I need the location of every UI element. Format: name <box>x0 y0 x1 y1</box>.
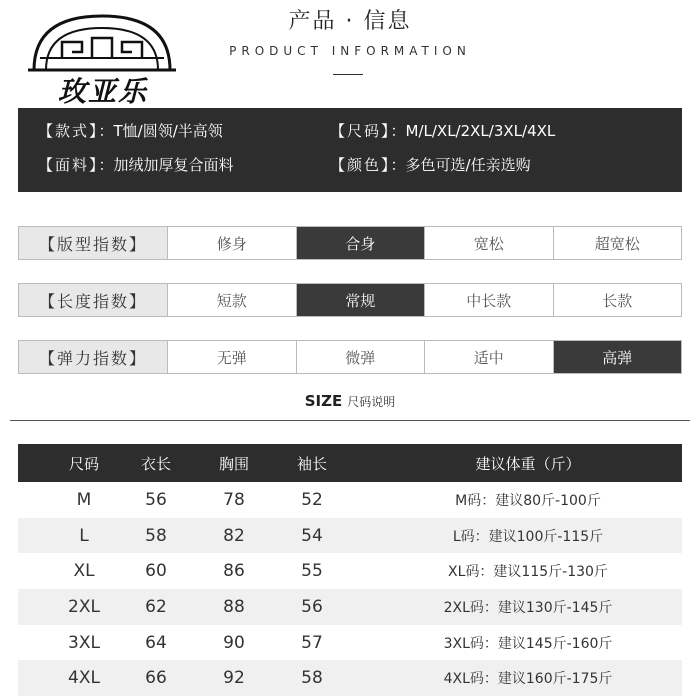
table-header-row <box>18 444 682 482</box>
size-cell: 4XL <box>68 668 100 689</box>
fit-option: 宽松 <box>425 226 554 260</box>
length-option: 常规 <box>297 283 426 317</box>
fit-option: 超宽松 <box>554 226 683 260</box>
size-title: SIZE <box>304 392 343 410</box>
chest-cell: 82 <box>223 525 245 546</box>
table-row <box>18 589 682 625</box>
fabric-info <box>38 154 234 175</box>
weight-cell: 2XL码：建议130斤-145斤 <box>443 599 613 616</box>
length-option: 短款 <box>168 283 297 317</box>
color-label: 【颜色】 <box>330 156 391 174</box>
size-table <box>18 444 682 696</box>
chest-cell: 92 <box>223 668 245 689</box>
color-value: ：多色可选/任亲选购 <box>390 156 531 174</box>
header-chest: 胸围 <box>218 454 249 473</box>
header-length: 衣长 <box>140 454 171 473</box>
table-row <box>18 518 682 554</box>
weight-cell: L码：建议100斤-115斤 <box>452 528 604 545</box>
chest-cell: 78 <box>223 489 245 510</box>
title-divider <box>333 74 363 75</box>
page-title: 产品 · 信息 <box>288 9 412 34</box>
size-info <box>330 120 555 141</box>
size-subtitle: 尺码说明 <box>347 395 396 409</box>
chest-cell: 88 <box>223 596 245 617</box>
header-weight: 建议体重（斤） <box>475 454 581 473</box>
length-option: 中长款 <box>425 283 554 317</box>
fabric-value: ：加绒加厚复合面料 <box>98 156 234 174</box>
lattice-emblem-icon <box>22 8 182 78</box>
sleeve-cell: 57 <box>301 632 323 653</box>
table-row <box>18 660 682 696</box>
weight-cell: 4XL码：建议160斤-175斤 <box>443 671 613 688</box>
header-size: 尺码 <box>68 454 99 473</box>
size-cell: 3XL <box>68 632 100 653</box>
length-index-label: 【长度指数】 <box>18 283 168 317</box>
stretch-option: 无弹 <box>168 340 297 374</box>
length-cell: 56 <box>145 489 167 510</box>
size-label: 【尺码】 <box>330 122 391 140</box>
sleeve-cell: 54 <box>301 525 323 546</box>
fit-option: 合身 <box>297 226 426 260</box>
table-row <box>18 553 682 589</box>
size-cell: L <box>79 525 89 546</box>
table-row <box>18 482 682 518</box>
length-cell: 60 <box>145 561 167 582</box>
sleeve-cell: 55 <box>301 561 323 582</box>
fabric-label: 【面料】 <box>38 156 99 174</box>
length-cell: 64 <box>145 632 167 653</box>
table-row <box>18 625 682 661</box>
size-value: ：M/L/XL/2XL/3XL/4XL <box>390 122 556 140</box>
length-cell: 66 <box>145 668 167 689</box>
length-cell: 62 <box>145 596 167 617</box>
stretch-option: 适中 <box>425 340 554 374</box>
chest-cell: 86 <box>223 561 245 582</box>
fit-option: 修身 <box>168 226 297 260</box>
fit-index-label: 【版型指数】 <box>18 226 168 260</box>
stretch-option: 微弹 <box>297 340 426 374</box>
fit-index-row <box>18 226 682 260</box>
header-sleeve: 袖长 <box>296 454 327 473</box>
size-cell: XL <box>73 561 95 582</box>
brand-logo-text: 玫亚乐 <box>57 75 148 108</box>
length-option: 长款 <box>554 283 683 317</box>
style-value: ：T恤/圆领/半高领 <box>98 122 223 140</box>
stretch-index-label: 【弹力指数】 <box>18 340 168 374</box>
sleeve-cell: 52 <box>301 489 323 510</box>
size-cell: 2XL <box>68 596 100 617</box>
length-cell: 58 <box>145 525 167 546</box>
chest-cell: 90 <box>223 632 245 653</box>
weight-cell: XL码：建议115斤-130斤 <box>448 564 608 581</box>
sleeve-cell: 56 <box>301 596 323 617</box>
stretch-option: 高弹 <box>554 340 683 374</box>
weight-cell: M码：建议80斤-100斤 <box>455 492 601 509</box>
sleeve-cell: 58 <box>301 668 323 689</box>
size-section-title <box>0 391 700 410</box>
length-index-row <box>18 283 682 317</box>
style-label: 【款式】 <box>38 122 99 140</box>
size-cell: M <box>76 489 92 510</box>
stretch-index-row <box>18 340 682 374</box>
size-divider <box>10 420 690 421</box>
style-info <box>38 120 223 141</box>
page-subtitle: PRODUCT INFORMATION <box>229 44 471 58</box>
weight-cell: 3XL码：建议145斤-160斤 <box>443 635 613 652</box>
color-info <box>330 154 531 175</box>
